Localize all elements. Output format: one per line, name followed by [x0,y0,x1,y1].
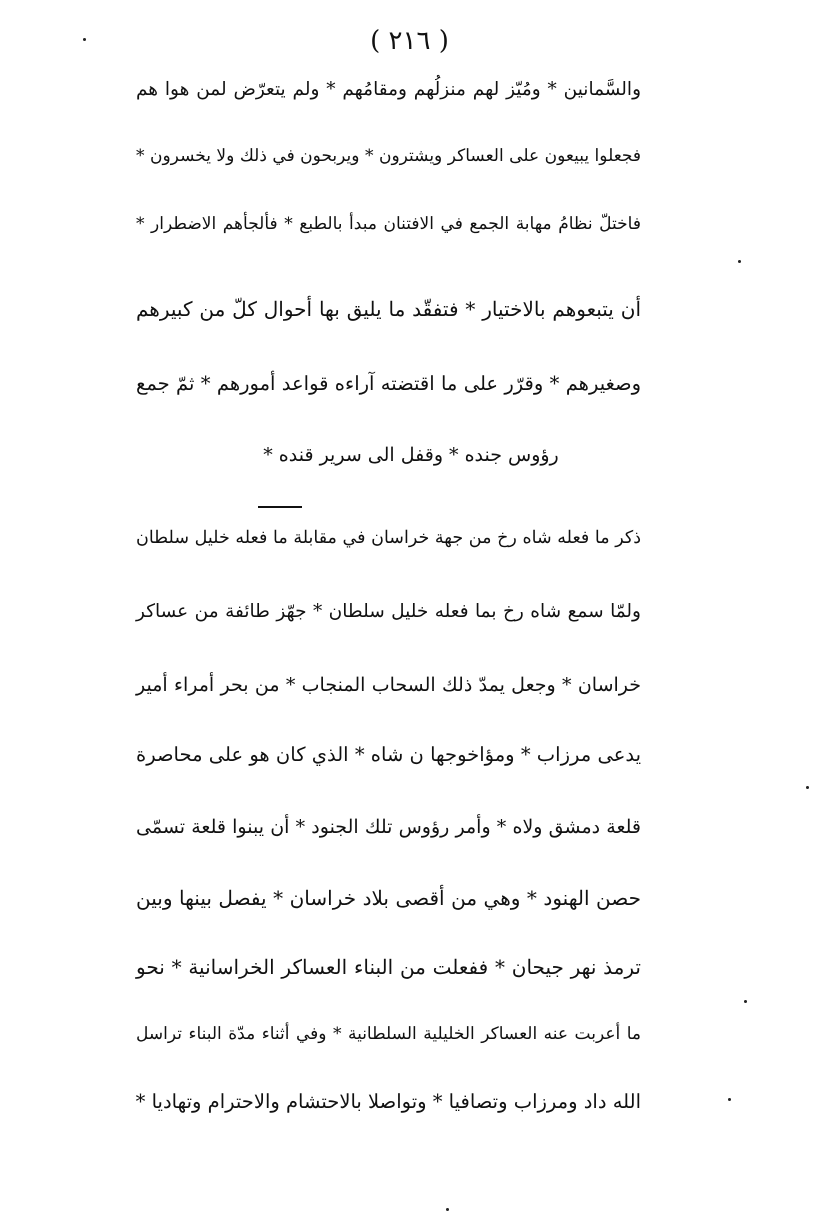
scan-speck [744,1000,747,1003]
text-line: ترمذ نهر جيحان * ففعلت من البناء العساكر الخراسانية * نحو [136,955,641,979]
text-line: رؤوس جنده * وقفل الى سرير قنده * [263,444,559,466]
text-line: حصن الهنود * وهي من أقصى بلاد خراسان * يفصل بينها وبين [136,886,641,910]
scan-speck [806,786,809,789]
text-line: يدعى مرزاب * ومؤاخوجها ن شاه * الذي كان هو على محاصرة [136,743,641,766]
text-line: فاختلّ نظامُ مهابة الجمع في الافتنان مبدأ بالطبع * فألجأهم الاضطرار * [136,214,641,234]
text-line: والسَّمانين * ومُيّز لهم منزلُهم ومقامُهم * ولم يتعرّض لمن هوا هم [136,79,641,100]
scan-speck [738,260,741,263]
text-line: ولمّا سمع شاه رخ بما فعله خليل سلطان * جهّز طائفة من عساكر [136,601,641,622]
text-line: خراسان * وجعل يمدّ ذلك السحاب المنجاب * من بحر أمراء أمير [136,674,641,696]
scan-speck [83,38,86,41]
text-line: أن يتبعوهم بالاختيار * فتفقّد ما يليق بها أحوال كلّ من كبيرهم [136,297,641,321]
page-number: ( ٢١٦ ) [370,26,449,56]
text-line: وصغيرهم * وقرّر على ما اقتضته آراءه قواعد أمورهم * ثمّ جمع [136,372,641,395]
scan-speck [728,1098,731,1101]
scan-speck [446,1208,449,1211]
text-line: قلعة دمشق ولاه * وأمر رؤوس تلك الجنود * أن يبنوا قلعة تسمّى [136,816,641,838]
text-line: ما أعربت عنه العساكر الخليلية السلطانية * وفي أثناء مدّة البناء تراسل [136,1024,641,1044]
text-line: الله داد ومرزاب وتصافيا * وتواصلا بالاحتشام والاحترام وتهاديا * [135,1090,641,1113]
section-heading: ذكر ما فعله شاه رخ من جهة خراسان في مقابلة ما فعله خليل سلطان [136,528,641,548]
section-divider [258,506,302,508]
text-line: فجعلوا يبيعون على العساكر ويشترون * ويربحون في ذلك ولا يخسرون * [136,146,641,166]
